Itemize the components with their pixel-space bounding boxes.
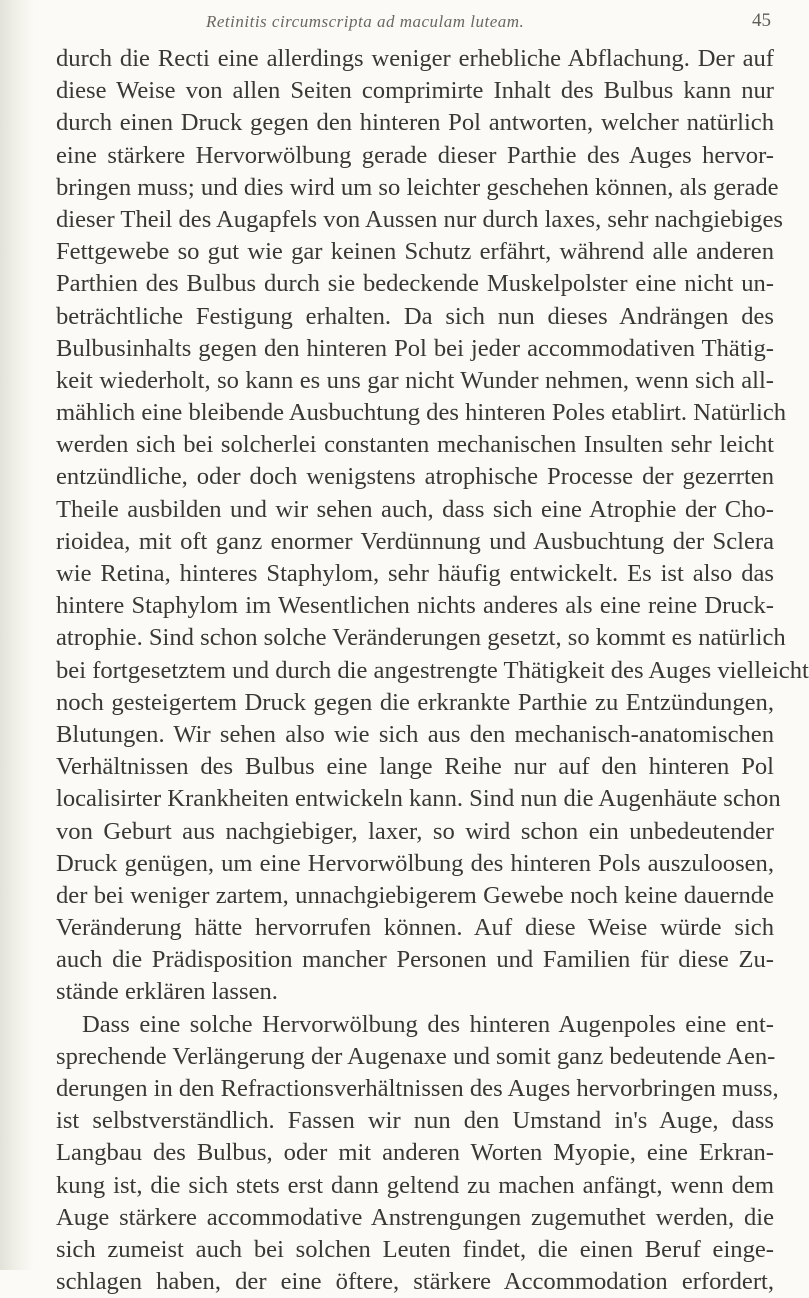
- text-line: mählich eine bleibende Ausbuchtung des hinteren Poles etablirt. Natürlich: [56, 399, 787, 427]
- text-line: ist selbstverständlich. Fassen wir nun den Umstand in's Auge, dass: [56, 1107, 774, 1135]
- text-line: Langbau des Bulbus, oder mit anderen Worten Myopie, eine Erkran-: [56, 1139, 774, 1167]
- text-line: atrophie. Sind schon solche Veränderungen gesetzt, so kommt es natürlich: [56, 624, 786, 652]
- text-line: entzündliche, oder doch wenigstens atrophische Processe der gezerrten: [56, 463, 774, 491]
- text-line: der bei weniger zartem, unnachgiebigerem Gewebe noch keine dauernde: [56, 881, 774, 909]
- text-line: bei fortgesetztem und durch die angestrengte Thätigkeit des Auges vielleicht: [56, 656, 809, 684]
- text-line: durch einen Druck gegen den hinteren Pol antworten, welcher natürlich: [56, 109, 774, 137]
- text-line: Verhältnissen des Bulbus eine lange Reihe nur auf den hinteren Pol: [56, 753, 774, 781]
- text-line: noch gesteigertem Druck gegen die erkrankte Parthie zu Entzündungen,: [56, 688, 774, 716]
- text-line: schlagen haben, der eine öftere, stärkere Accommodation erfordert,: [56, 1268, 774, 1296]
- text-line: auch die Prädisposition mancher Personen und Familien für diese Zu-: [56, 946, 774, 974]
- text-line: sprechende Verlängerung der Augenaxe und somit ganz bedeutende Aen-: [56, 1042, 776, 1070]
- running-title: Retinitis circumscripta ad maculam luteam.: [206, 12, 525, 31]
- text-line: keit wiederholt, so kann es uns gar nicht Wunder nehmen, wenn sich all-: [56, 366, 774, 394]
- text-line: durch die Recti eine allerdings weniger erhebliche Abflachung. Der auf: [56, 45, 774, 72]
- binding-gutter-shadow: [0, 0, 34, 1270]
- text-line: wie Retina, hinteres Staphylom, sehr häufig entwickelt. Es ist also das: [56, 560, 774, 587]
- text-line: Theile ausbilden und wir sehen auch, dass sich eine Atrophie der Cho-: [56, 495, 774, 523]
- text-line: Veränderung hätte hervorrufen können. Auf diese Weise würde sich: [56, 914, 774, 942]
- text-line: derungen in den Refractionsverhältnissen des Auges hervorbringen muss,: [56, 1075, 779, 1102]
- text-line: Druck genügen, um eine Hervorwölbung des hinteren Pols auszuloosen,: [56, 849, 774, 877]
- body-text: [56, 43, 809, 1298]
- text-line: sich zumeist auch bei solchen Leuten findet, die einen Beruf einge-: [56, 1235, 774, 1263]
- text-line: kung ist, die sich stets erst dann geltend zu machen anfängt, wenn dem: [56, 1171, 774, 1199]
- text-line: Bulbusinhalts gegen den hinteren Pol bei jeder accommodativen Thätig-: [56, 334, 774, 362]
- text-line: werden sich bei solcherlei constanten mechanischen Insulten sehr leicht: [56, 431, 774, 459]
- text-line: beträchtliche Festigung erhalten. Da sich nun dieses Andrängen des: [56, 302, 774, 330]
- text-line: rioidea, mit oft ganz enormer Verdünnung und Ausbuchtung der Sclera: [56, 527, 774, 555]
- text-line: eine stärkere Hervorwölbung gerade dieser Parthie des Auges hervor-: [56, 141, 774, 169]
- text-line-paragraph-end: stände erklären lassen.: [56, 978, 278, 1006]
- text-line: localisirter Krankheiten entwickeln kann. Sind nun die Augenhäute schon: [56, 785, 781, 813]
- text-line: von Geburt aus nachgiebiger, laxer, so wird schon ein unbedeutender: [56, 817, 774, 845]
- text-line: Parthien des Bulbus durch sie bedeckende Muskelpolster eine nicht un-: [56, 270, 774, 298]
- text-line-paragraph-start: Dass eine solche Hervorwölbung des hinteren Augenpoles eine ent-: [82, 1010, 774, 1038]
- text-line: diese Weise von allen Seiten comprimirte Inhalt des Bulbus kann nur: [56, 77, 774, 105]
- text-line: dieser Theil des Augapfels von Aussen nur durch laxes, sehr nachgiebiges: [56, 205, 783, 233]
- text-line: bringen muss; und dies wird um so leichter geschehen können, als gerade: [56, 173, 779, 201]
- page-number: 45: [752, 10, 771, 31]
- text-line: Blutungen. Wir sehen also wie sich aus den mechanisch-anatomischen: [56, 720, 774, 748]
- text-line: Fettgewebe so gut wie gar keinen Schutz erfährt, während alle anderen: [56, 238, 774, 266]
- running-head: [0, 8, 800, 38]
- text-line: hintere Staphylom im Wesentlichen nichts anderes als eine reine Druck-: [56, 592, 774, 620]
- text-line: Auge stärkere accommodative Anstrengungen zugemuthet werden, die: [56, 1203, 774, 1231]
